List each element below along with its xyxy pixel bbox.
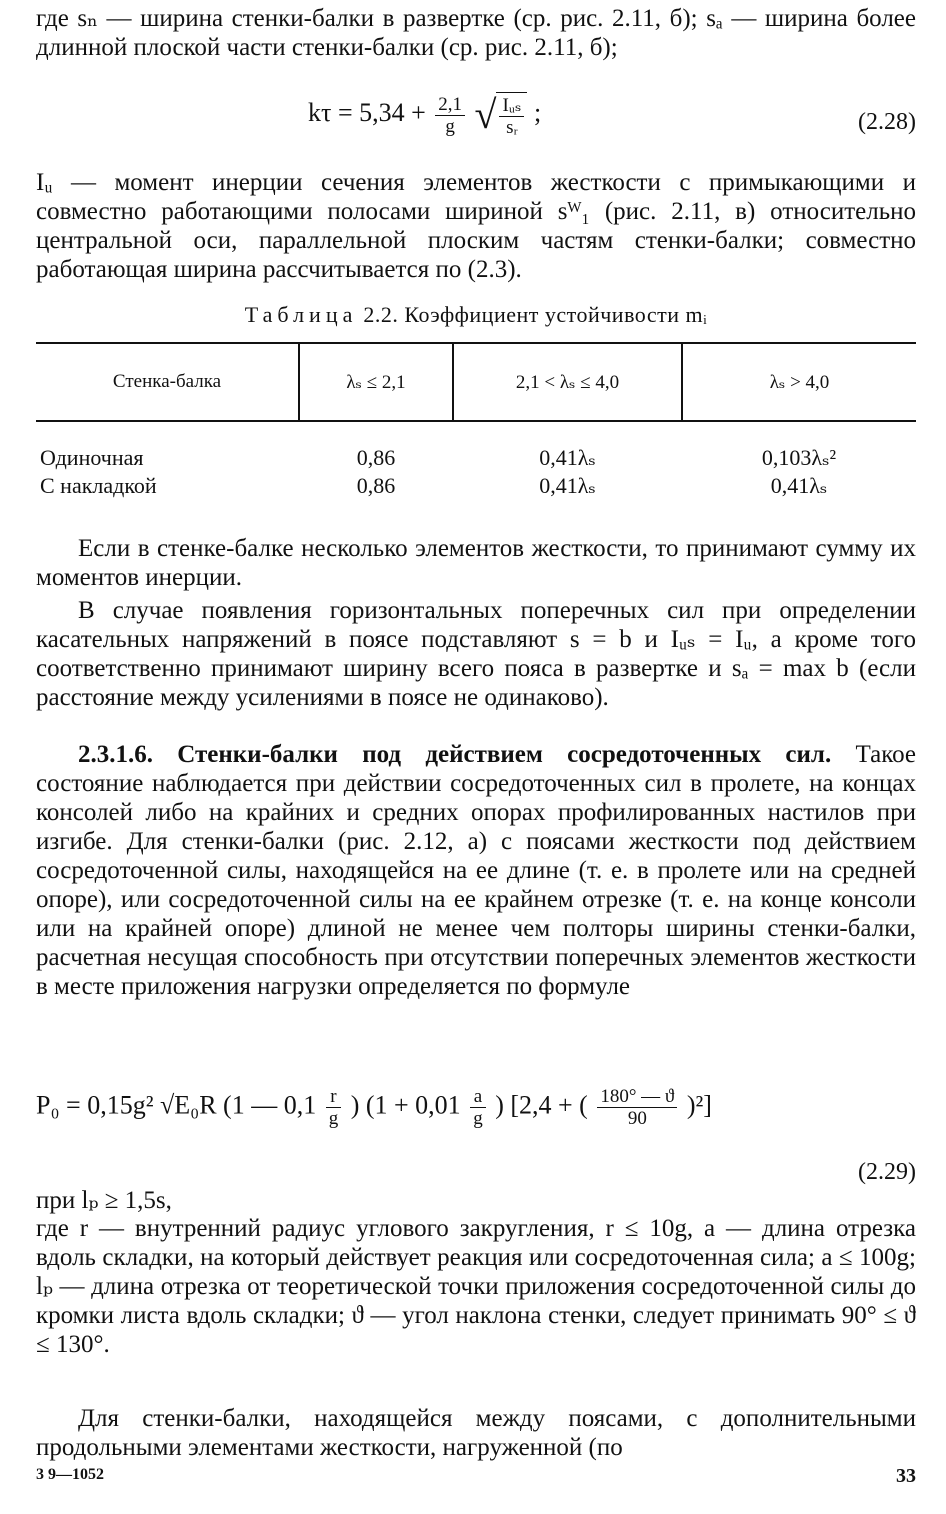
formula-2-28-sqrt: √ $\frac{\text{Iᵤₛ}}{\text{sᵣ}}$ <box>475 92 528 138</box>
paragraph-moment-inertia: Iᵤ — момент инерции сечения элементов жесткости с примыкающими и совместно работающими полосами шириной sᵂ₁ (рис. 2.11, в) относительно центральной оси, параллельной плоским частям стенки-балки; совместно работающая ширина рассчитывается по (2.3). <box>36 169 916 283</box>
table-cell: 0,41λₛ <box>539 445 596 470</box>
paragraph-condition: при lₚ ≥ 1,5s, <box>36 1187 172 1214</box>
paragraph-sum-moments: Если в стенке-балке несколько элементов жесткости, то принимают сумму их моментов инерции. <box>36 535 916 591</box>
paragraph-symbols-s: где sₙ — ширина стенки-балки в развертке (ср. рис. 2.11, б); sₐ — ширина более длинной плоской части стенки-балки (ср. рис. 2.11, б); <box>36 5 916 61</box>
table-row <box>36 472 916 500</box>
page-number: 33 <box>896 1465 916 1487</box>
section-heading: 2.3.1.6. Стенки-балки под действием сосредоточенных сил. <box>78 741 832 768</box>
table-2-2 <box>36 292 916 500</box>
formula-2-29-number: (2.29) <box>858 1159 916 1185</box>
paragraph-where-r: где r — внутренний радиус углового закругления, r ≤ 10g, a — длина отрезка вдоль складки, на который действует реакция или сосредоточенная сила; a ≤ 100g; lₚ — длина отрезка от теоретической точки приложения сосредоточенной силы до кромки листа вдоль складки; ϑ — угол наклона стенки, следует принимать 90° ≤ ϑ ≤ 130°. <box>36 1215 916 1358</box>
table-header: λₛ ≤ 2,1 <box>299 343 453 421</box>
table-header-row <box>36 343 916 421</box>
table-cell: С накладкой <box>40 473 157 498</box>
formula-2-28: kτ = 5,34 + $\frac{2,1}{g}$ √ $\frac{\text{Iᵤₛ}}{\text{sᵣ}}$ ; (2.28) <box>308 92 916 138</box>
table-cell: 0,86 <box>356 445 396 470</box>
print-signature: 3 9—1052 <box>36 1466 104 1483</box>
table-cell: 0,86 <box>356 473 396 498</box>
paragraph-continuation: Для стенки-балки, находящейся между поясами, с дополнительными продольными элементами жесткости, нагруженной (по <box>36 1405 916 1461</box>
table-header: λₛ > 4,0 <box>682 343 916 421</box>
table-cell: 0,103λₛ² <box>761 445 837 470</box>
formula-2-29: P₀ = 0,15g² √E₀R (1 — 0,1 $\frac{r}{g}$ ) (1 + 0,01 $\frac{a}{g}$ ) [2,4 + ( $\frac{180^\circ — ϑ}{90}$ )²] (2.29) <box>36 1080 916 1190</box>
table-cell: 0,41λₛ <box>539 473 596 498</box>
table-cell: 0,41λₛ <box>770 473 828 498</box>
table-header: 2,1 < λₛ ≤ 4,0 <box>453 343 682 421</box>
table-caption: Таблица 2.2. Коэффициент устойчивости mᵢ <box>244 302 708 327</box>
paragraph-section-2-3-1-6: 2.3.1.6. Стенки-балки под действием сосредоточенных сил. Такое состояние наблюдается при действии сосредоточенных сил в пролете, на концах консолей либо на крайних и средних опорах профилированных настилов при изгибе. Для стенки-балки (рис. 2.12, а) с поясами жесткости под действием сосредоточенной силы, находящейся на ее длине (т. е. в пролете или на средней опоре), или сосредоточенной силы на ее крайнем отрезке (т. е. на конце консоли или на крайней опоре) длиной не менее чем полторы ширины стенки-балки, расчетная несущая способность при отсутствии поперечных элементов жесткости в месте приложения нагрузки определяется по формуле <box>36 741 916 1000</box>
table-header: Стенка-балка <box>36 343 299 421</box>
table-row <box>36 421 916 472</box>
formula-2-28-lhs: kτ = 5,34 + <box>308 97 426 127</box>
paragraph-horizontal-forces: В случае появления горизонтальных поперечных сил при определении касательных напряжений в поясе подставляют s = b и Iᵤₛ = Iᵤ, а кроме того соответственно принимают ширину всего пояса в развертке и sₐ = max b (если расстояние между усилениями в поясе не одинаково). <box>36 597 916 711</box>
stability-coefficient-table <box>36 342 916 500</box>
document-page <box>36 0 916 1514</box>
formula-2-28-number: (2.28) <box>858 109 916 135</box>
table-cell: Одиночная <box>40 445 144 470</box>
formula-2-28-fraction: $\frac{2,1}{g}$ <box>435 94 465 137</box>
